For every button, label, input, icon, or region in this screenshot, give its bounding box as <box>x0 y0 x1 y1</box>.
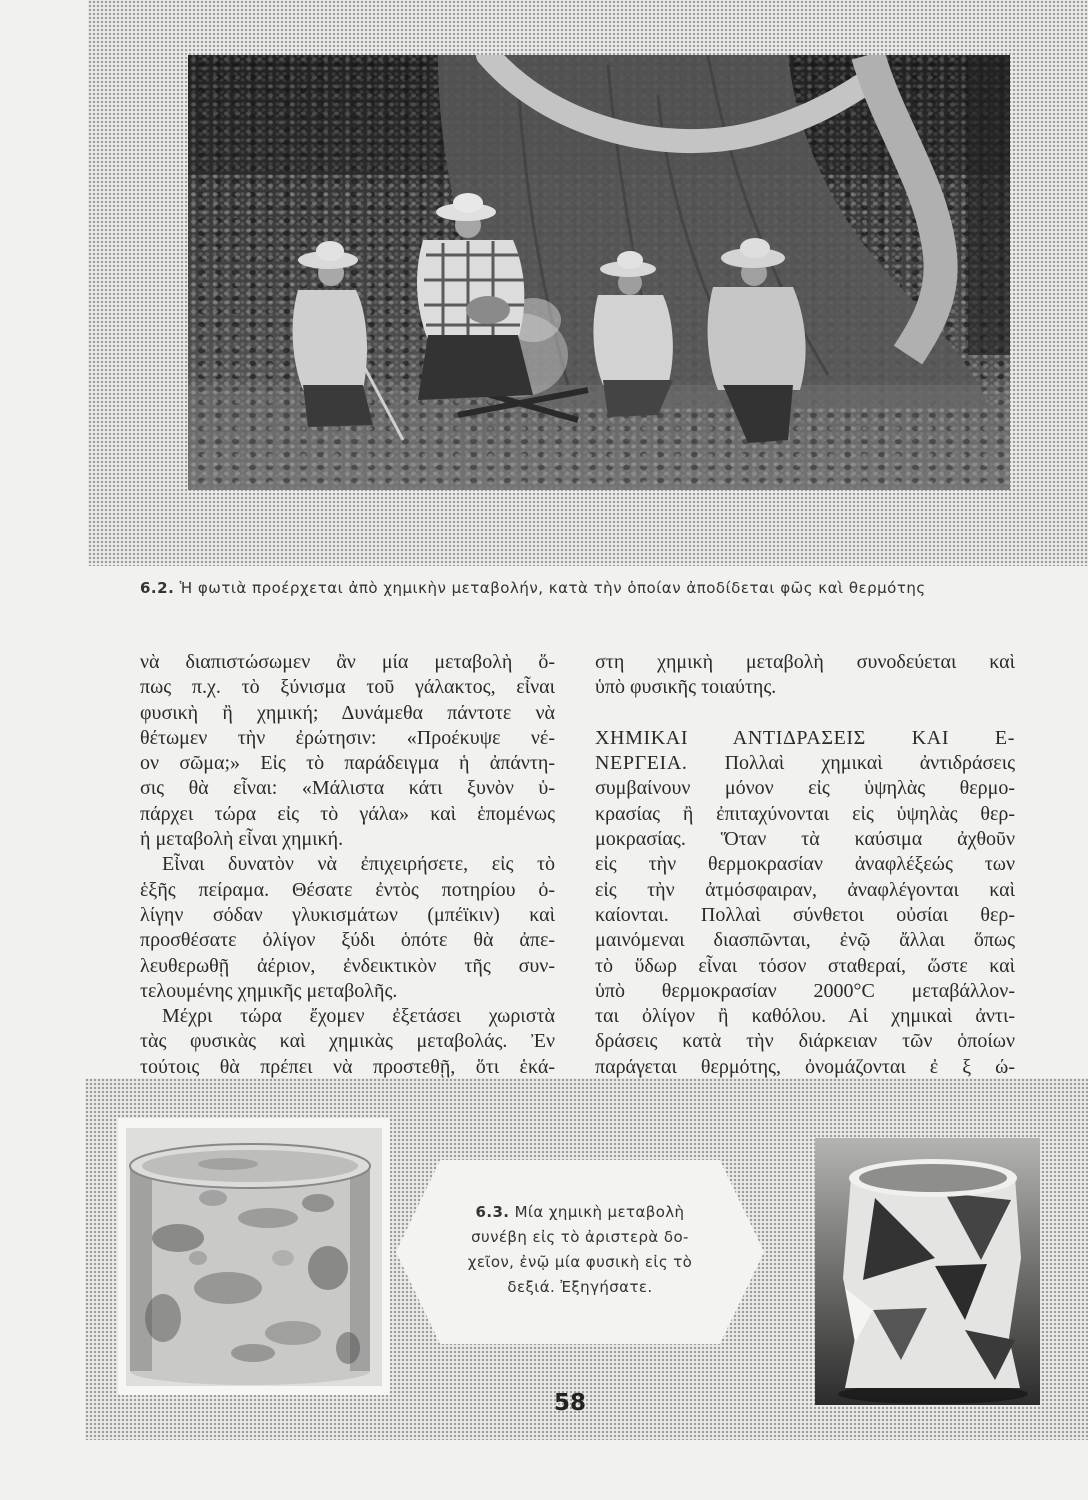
body-text-line: εἰς τὴν θερμοκρασίαν ἀναφλέξεώς των <box>595 853 1015 876</box>
campfire-photo-art <box>188 55 1010 490</box>
figure-legs <box>418 335 533 400</box>
crushed-can-photo <box>815 1138 1040 1405</box>
heading-run-in-text: Πολλαὶ χημικαὶ ἀντιδράσεις <box>724 752 1015 775</box>
section-heading-line <box>595 751 1015 776</box>
body-text-line: μοκρασίας. Ὅταν τὰ καύσιμα ἀχθοῦν <box>595 828 1015 851</box>
guitar <box>466 296 510 324</box>
body-text-line: προσθέσατε ὀλίγον ξύδι ὁπότε θὰ ἀπε- <box>140 929 555 952</box>
body-text-line: λίγην σόδαν γλυκισμάτων (μπέϊκιν) καὶ <box>140 903 555 926</box>
rust-blotch <box>152 1224 204 1252</box>
paragraph-gap <box>595 701 1015 726</box>
hat-crown <box>316 241 344 261</box>
body-text-line: νὰ διαπιστώσωμεν ἂν μία μεταβολὴ ὅ- <box>140 651 555 673</box>
body-text-line: μαινόμεναι διασπῶνται, ἐνῷ ἄλλαι ὅπως <box>595 929 1015 952</box>
figure-number: 6.3. <box>475 1203 510 1221</box>
crushed-can-art <box>815 1138 1040 1405</box>
body-text-line: Μέχρι τώρα ἔχομεν ἐξετάσει χωριστὰ <box>162 1005 555 1028</box>
body-text-line: πως π.χ. τὸ ξύνισμα τοῦ γάλακτος, εἶναι <box>140 676 555 699</box>
body-text-line: τελουμένης χημικῆς μεταβολῆς. <box>140 979 398 1002</box>
caption-text: Μία χημικὴ μεταβολὴ <box>514 1203 685 1221</box>
can-left-shade <box>130 1166 152 1371</box>
body-text-line: δράσεις κατὰ τὴν διάρκειαν τῶν ὁποίων <box>595 1030 1015 1053</box>
body-text-line: ται ὀλίγον ἢ καθόλου. Αἱ χημικαὶ ἀντι- <box>595 1005 1015 1028</box>
far-right-trunk <box>968 55 1010 355</box>
rusted-can-photo <box>118 1118 390 1395</box>
rusted-can-art <box>118 1118 390 1395</box>
caption-line <box>420 1200 740 1225</box>
caption-text: Ἡ φωτιὰ προέρχεται ἀπὸ χημικὴν μεταβολήν, κατὰ τὴν ὁποίαν ἀποδίδεται φῶς καὶ θερμότης <box>179 579 926 597</box>
left-text-column <box>140 650 555 1080</box>
lid-blotch <box>198 1158 258 1170</box>
campfire-photo <box>188 55 1010 490</box>
body-text-line: τὰς φυσικὰς καὶ χημικὰς μεταβολάς. Ἐν <box>140 1030 555 1053</box>
figure-legs <box>303 385 373 427</box>
body-text-line: ἡ μεταβολὴ εἶναι χημική. <box>140 828 344 851</box>
figure-number: 6.2. <box>140 579 175 597</box>
caption-line: δεξιά. Ἐξηγήσατε. <box>507 1278 653 1296</box>
body-text-line: κρασίας ἢ ἐπιταχύνονται εἰς ὑψηλὰς θερ- <box>595 802 1015 825</box>
section-heading-end: ΝΕΡΓΕΙΑ. <box>595 752 688 775</box>
body-text-line: στη χημικὴ μεταβολὴ συνοδεύεται καὶ <box>595 651 1015 673</box>
body-text-line: φυσικὴ ἢ χημική; Δυνάμεθα πάντοτε νὰ <box>140 701 555 724</box>
hat-crown <box>740 238 770 258</box>
caption-line: χεῖον, ἐνῷ μία φυσικὴ εἰς τὸ <box>467 1253 693 1271</box>
rust-blotch <box>272 1250 294 1266</box>
body-text-line: παράγεται θερμότης, ὀνομάζονται ἐ ξ ώ- <box>595 1055 1015 1078</box>
rust-blotch <box>238 1208 298 1228</box>
figure-6-3-caption <box>420 1200 740 1300</box>
rust-blotch <box>194 1272 262 1304</box>
rust-blotch <box>265 1321 321 1345</box>
body-text-line: καίονται. Πολλαὶ σύνθετοι οὐσίαι θερ- <box>595 903 1015 926</box>
body-text-line: πάρχει τώρα εἰς τὸ γάλα» καὶ ἑπομένως <box>140 802 555 825</box>
figure-body <box>708 287 806 390</box>
right-text-column <box>595 650 1015 1080</box>
body-text-line: συμβαίνουν μόνον εἰς ὑψηλὰς θερμο- <box>595 777 1015 800</box>
rust-blotch <box>302 1194 334 1212</box>
body-text-line: εἰς τὴν ἀτμόσφαιραν, ἀναφλέγονται καὶ <box>595 878 1015 901</box>
body-text-line: τούτοις θὰ πρέπει νὰ προστεθῇ, ὅτι ἑκά- <box>140 1055 555 1078</box>
hat-crown <box>453 193 483 213</box>
body-text-line: σις θὰ εἶναι: «Μάλιστα κάτι ξυνὸν ὑ- <box>140 777 555 800</box>
rust-blotch <box>231 1344 275 1362</box>
body-text-line: Εἶναι δυνατὸν νὰ ἐπιχειρήσετε, εἰς τὸ <box>162 853 555 876</box>
can-right-shade <box>350 1166 370 1371</box>
caption-line: συνέβη εἰς τὸ ἀριστερὰ δο- <box>471 1228 689 1246</box>
page-number: 58 <box>553 1390 586 1416</box>
body-text-line: ἑξῆς πείραμα. Θέσατε ἐντὸς ποτηρίου ὀ- <box>140 878 555 901</box>
rust-blotch <box>308 1246 348 1290</box>
figure-body <box>293 290 367 390</box>
rust-blotch <box>199 1190 227 1206</box>
scout-figure-1 <box>293 241 403 440</box>
body-text-line: ὑπὸ θερμοκρασίαν 2000°C μεταβάλλον- <box>595 979 1015 1002</box>
body-text-line: ον σῶμα;» Εἰς τὸ παράδειγμα ἡ ἀπάντη- <box>140 752 555 775</box>
section-heading: ΧΗΜΙΚΑΙ ΑΝΤΙΔΡΑΣΕΙΣ ΚΑΙ Ε- <box>595 726 1015 749</box>
rust-blotch <box>189 1251 207 1265</box>
body-text-line: λευθερωθῇ ἀέριον, ἐνδεικτικὸν τῆς συν- <box>140 954 555 977</box>
body-text-line: τὸ ὕδωρ εἶναι τόσον σταθεραί, ὥστε καὶ <box>595 954 1015 977</box>
figure-body <box>593 295 672 385</box>
body-text-line: θέτωμεν τὴν ἐρώτησιν: «Προέκυψε νέ- <box>140 726 555 749</box>
hat-crown <box>617 251 643 269</box>
can-lid <box>859 1164 1007 1192</box>
figure-6-2-caption <box>140 578 1040 598</box>
body-text-line: ὑπὸ φυσικῆς τοιαύτης. <box>595 676 777 699</box>
